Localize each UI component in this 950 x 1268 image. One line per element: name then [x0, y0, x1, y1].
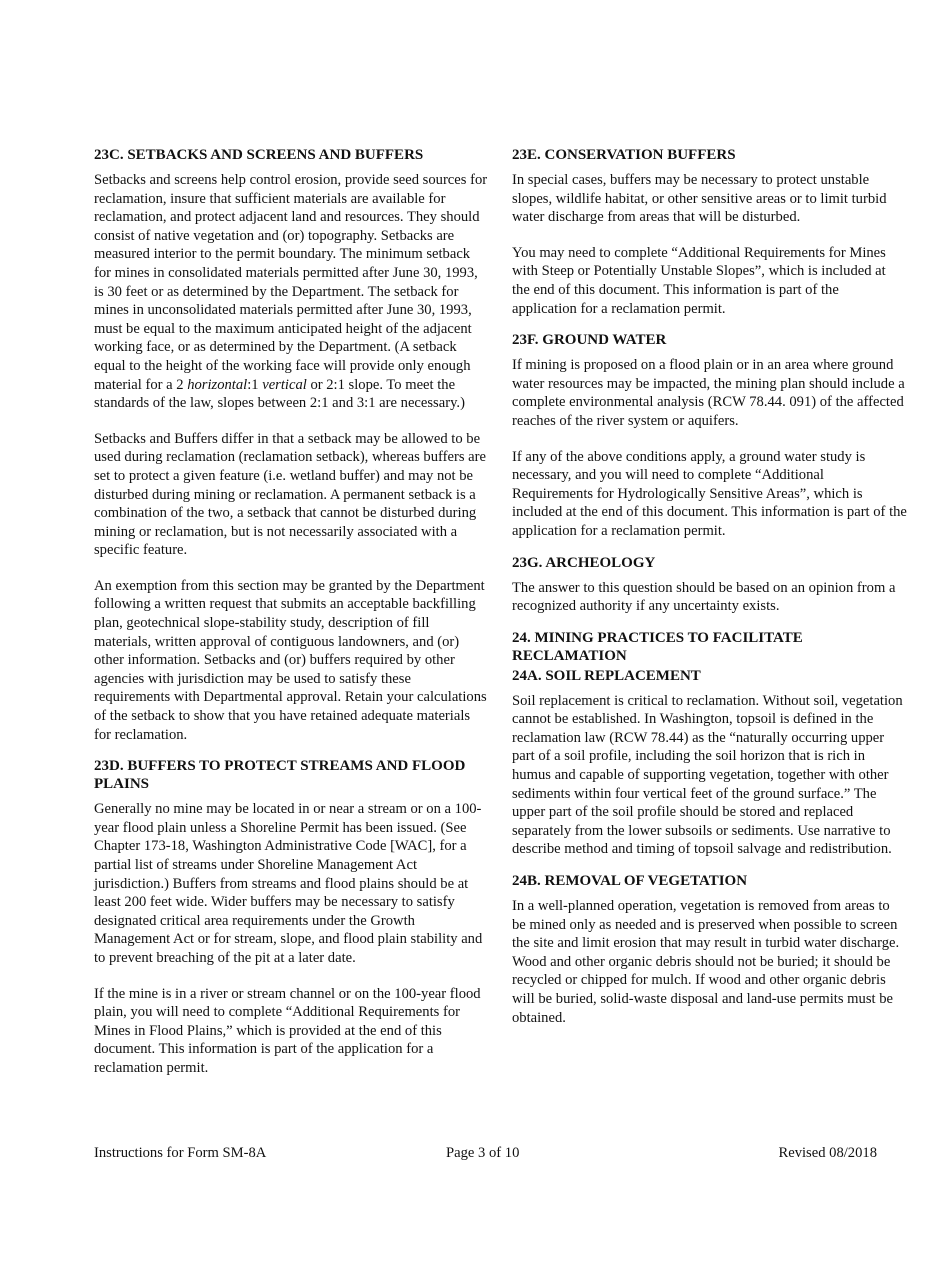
section-23c — [94, 146, 489, 744]
section-23e — [512, 146, 907, 318]
section-23g-heading: 23G. ARCHEOLOGY — [512, 554, 656, 571]
section-23e-paragraph-2: You may need to complete “Additional Requirements for Mines with Steep or Potentially Unstable Slopes”, which is included at the end of this document. This information is part of the application for a reclamation permit. — [512, 244, 886, 317]
section-23f — [512, 331, 907, 540]
section-24 — [512, 629, 907, 665]
section-23c-p1-vertical: vertical — [262, 376, 307, 393]
left-column — [94, 146, 489, 1095]
section-23f-paragraph-1: If mining is proposed on a flood plain or in an area where ground water resources may be impacted, the mining plan should include a complete environmental analysis (RCW 78.44. 091) of the affected reaches of the river system or aquifers. — [512, 357, 905, 429]
section-24a — [512, 667, 907, 859]
section-24b-paragraph-1: In a well-planned operation, vegetation is removed from areas to be mined only as needed and is preserved when possible to screen the site and limit erosion that may result in turbid water discharge. Wood and other organic debris should not be buried; it should be recycled or chipped for mulch. If wood and other organic debris will be buried, solid-waste disposal and land-use permits must be obtained. — [512, 898, 900, 1026]
right-column — [512, 146, 907, 1044]
section-23c-p1-text-a: Setbacks and screens help control erosion, provide seed sources for reclamation, insure that sufficient materials are available for reclamation, and protect adjacent land and resources. They should consist of native vegetation and (or) topography. Setbacks are measured interior to the permit boundary. The minimum setback for mines in consolidated materials permitted after June 30, 1993, is 30 feet or as determined by the Department. The setback for mines in unconsolidated materials permitted after June 30, 1993, must be equal to the maximum anticipated height of the adjacent working face, or as determined by the Department. (A setback equal to the height of the working face will provide only enough material for a 2 — [94, 172, 488, 393]
section-23g — [512, 554, 907, 616]
section-24-heading: 24. MINING PRACTICES TO FACILITATE RECLAMATION — [512, 629, 803, 664]
page-footer — [94, 1145, 877, 1165]
footer-page-number: Page 3 of 10 — [446, 1145, 520, 1161]
section-24a-paragraph-1: Soil replacement is critical to reclamation. Without soil, vegetation cannot be established. In Washington, topsoil is defined in the reclamation law (RCW 78.44) as the “naturally occurring upper part of a soil profile, including the soil horizon that is rich in humus and capable of supporting vegetation, together with other sediments within four vertical feet of the ground surface.” The upper part of the soil profile should be stored and replaced separately from the lower subsoils or sediments. Use narrative to describe method and timing of topsoil salvage and redistribution. — [512, 692, 903, 858]
footer-revised-date: Revised 08/2018 — [778, 1145, 877, 1161]
section-23c-paragraph-2: Setbacks and Buffers differ in that a setback may be allowed to be used during reclamation (reclamation setback), whereas buffers are set to protect a given feature (i.e. wetland buffer) and may not be disturbed during mining or reclamation. A permanent setback is a combination of the two, a setback that cannot be disturbed during mining or reclamation, but is not necessarily associated with a specific feature. — [94, 430, 486, 559]
section-23c-p1-text-b: :1 — [247, 376, 263, 393]
section-23d-paragraph-1: Generally no mine may be located in or near a stream or on a 100-year flood plain unless a Shoreline Permit has been issued. (See Chapter 173-18, Washington Administrative Code [WAC], for a partial list of streams under Shoreline Management Act jurisdiction.) Buffers from streams and flood plains should be at least 200 feet wide. Wider buffers may be necessary to satisfy designated critical area requirements under the Growth Management Act or for stream, slope, and flood plain stability and to prevent breaching of the pit at a later date. — [94, 801, 483, 966]
section-23e-heading: 23E. CONSERVATION BUFFERS — [512, 147, 736, 163]
footer-form-name: Instructions for Form SM-8A — [94, 1145, 267, 1161]
section-23f-heading: 23F. GROUND WATER — [512, 332, 667, 349]
section-23e-paragraph-1: In special cases, buffers may be necessary to protect unstable slopes, wildlife habitat, or other sensitive areas or to limit turbid water discharge from areas that will be disturbed. — [512, 172, 887, 226]
section-23c-paragraph-3: An exemption from this section may be granted by the Department following a written request that submits an acceptable backfilling plan, geotechnical slope-stability study, description of fill materials, written approval of contiguous landowners, and (or) other information. Setbacks and (or) buffers required by other agencies with jurisdiction may be used to satisfy these requirements with Departmental approval. Retain your calculations of the setback to show that you have retained adequate materials for reclamation. — [94, 577, 487, 743]
section-23c-p1-horizontal: horizontal — [187, 376, 248, 393]
section-23c-p1-text-c: or 2:1 slope. To meet the standards of the law, slopes between 2:1 and 3:1 are necessary.) — [94, 376, 465, 412]
section-23f-paragraph-2: If any of the above conditions apply, a ground water study is necessary, and you will need to complete “Additional Requirements for Hydrologically Sensitive Areas”, which is included at the end of this document. This information is part of the application for a reclamation permit. — [512, 448, 907, 539]
section-23d — [94, 757, 489, 1077]
section-24b-heading: 24B. REMOVAL OF VEGETATION — [512, 873, 748, 890]
section-23c-paragraph-1 — [94, 171, 489, 413]
section-24b — [512, 872, 907, 1027]
section-24a-heading: 24A. SOIL REPLACEMENT — [512, 667, 701, 684]
section-23d-heading: 23D. BUFFERS TO PROTECT STREAMS AND FLOOD PLAINS — [94, 758, 466, 793]
section-23g-paragraph-1: The answer to this question should be based on an opinion from a recognized authority if any uncertainty exists. — [512, 579, 896, 615]
section-23c-heading: 23C. SETBACKS AND SCREENS AND BUFFERS — [94, 147, 424, 163]
section-23d-paragraph-2: If the mine is in a river or stream channel or on the 100-year flood plain, you will need to complete “Additional Requirements for Mines in Flood Plains,” which is provided at the end of this document. This information is part of the application for a reclamation permit. — [94, 985, 481, 1076]
